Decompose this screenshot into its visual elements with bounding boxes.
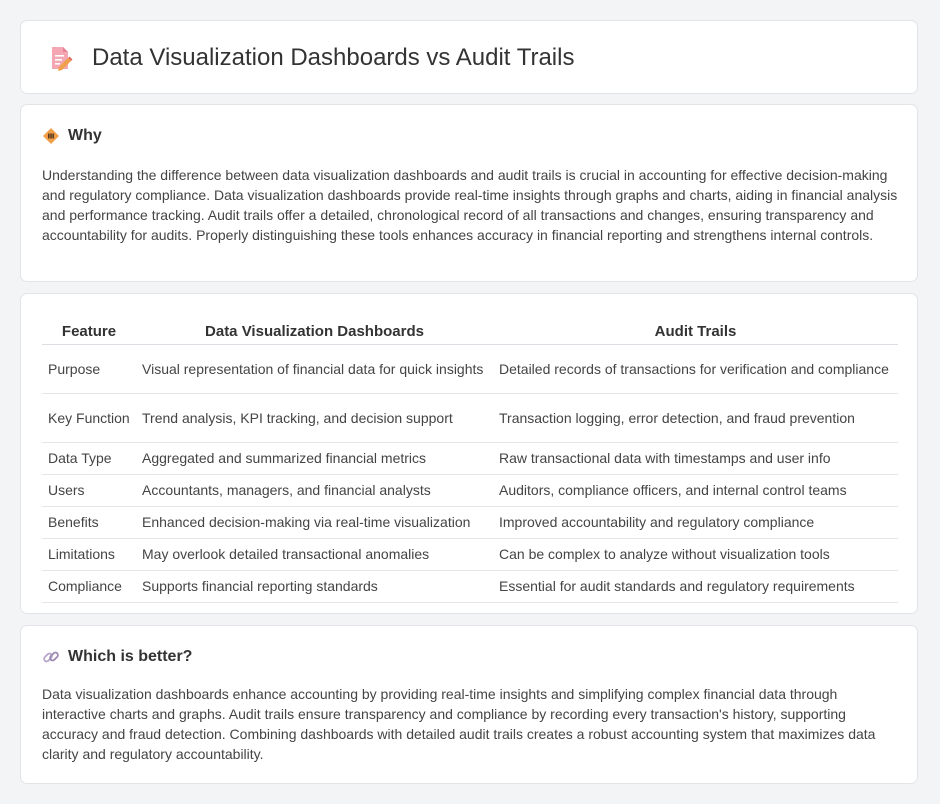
comparison-table — [42, 312, 898, 603]
header-dashboards: Data Visualization Dashboards — [136, 312, 493, 345]
dashboards-cell: May overlook detailed transactional anomalies — [136, 539, 493, 571]
audit-trails-cell: Improved accountability and regulatory compliance — [493, 507, 898, 539]
dashboards-cell: Accountants, managers, and financial analysts — [136, 475, 493, 507]
why-text: Understanding the difference between data visualization dashboards and audit trails is crucial in accounting for effective decision-making and regulatory compliance. Data visualization dashboards provide real-time insights through graphs and charts, aiding in financial analysis and performance tracking. Audit trails offer a detailed, chronological record of all transactions and changes, ensuring transparency and accountability for audits. Properly distinguishing these tools enhances accuracy in financial reporting and strengthens internal controls. — [42, 167, 898, 243]
dashboards-cell: Enhanced decision-making via real-time visualization — [136, 507, 493, 539]
better-heading-row — [42, 648, 192, 666]
header-feature: Feature — [42, 312, 136, 345]
feature-cell: Limitations — [42, 539, 136, 571]
link-icon — [42, 648, 60, 666]
why-heading-row — [42, 127, 102, 145]
feature-cell: Purpose — [42, 345, 136, 394]
table-row — [42, 394, 898, 443]
warning-diamond-icon — [42, 127, 60, 145]
feature-cell: Key Function — [42, 394, 136, 443]
audit-trails-cell: Detailed records of transactions for verification and compliance — [493, 345, 898, 394]
better-text: Data visualization dashboards enhance accounting by providing real-time insights and simplifying complex financial data through interactive charts and graphs. Audit trails ensure transparency and compliance by recording every transaction's history, supporting accuracy and fraud detection. Combining dashboards with detailed audit trails creates a robust accounting system that maximizes data clarity and regulatory accountability. — [42, 686, 876, 762]
page-title: Data Visualization Dashboards vs Audit Trails — [92, 44, 575, 71]
dashboards-cell: Trend analysis, KPI tracking, and decision support — [136, 394, 493, 443]
feature-cell: Benefits — [42, 507, 136, 539]
which-is-better-section — [20, 625, 918, 784]
comparison-card — [20, 293, 918, 614]
feature-cell: Compliance — [42, 571, 136, 603]
why-section — [20, 104, 918, 282]
audit-trails-cell: Raw transactional data with timestamps and user info — [493, 443, 898, 475]
audit-trails-cell: Essential for audit standards and regulatory requirements — [493, 571, 898, 603]
table-row — [42, 475, 898, 507]
feature-cell: Users — [42, 475, 136, 507]
dashboards-cell: Visual representation of financial data for quick insights — [136, 345, 493, 394]
dashboards-cell: Aggregated and summarized financial metrics — [136, 443, 493, 475]
table-row — [42, 443, 898, 475]
audit-trails-cell: Transaction logging, error detection, and fraud prevention — [493, 394, 898, 443]
table-header-row — [42, 312, 898, 345]
better-heading: Which is better? — [68, 648, 193, 665]
document-pencil-icon — [47, 45, 73, 71]
title-card — [20, 20, 918, 94]
table-row — [42, 571, 898, 603]
table-row — [42, 507, 898, 539]
why-heading: Why — [68, 127, 102, 144]
table-row — [42, 539, 898, 571]
header-audit-trails: Audit Trails — [493, 312, 898, 345]
table-row — [42, 345, 898, 394]
audit-trails-cell: Auditors, compliance officers, and internal control teams — [493, 475, 898, 507]
audit-trails-cell: Can be complex to analyze without visualization tools — [493, 539, 898, 571]
feature-cell: Data Type — [42, 443, 136, 475]
dashboards-cell: Supports financial reporting standards — [136, 571, 493, 603]
